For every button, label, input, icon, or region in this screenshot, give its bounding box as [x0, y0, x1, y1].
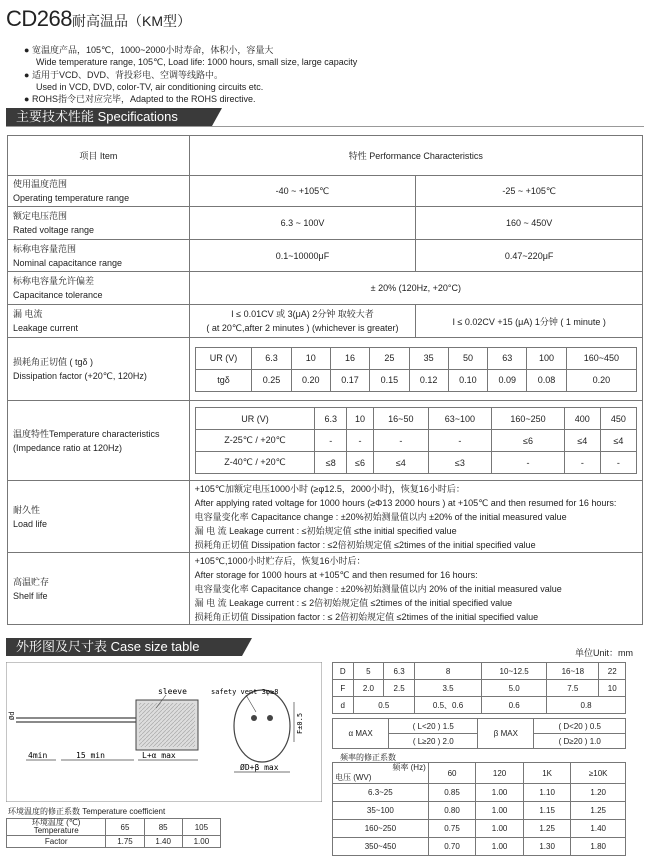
freq-table-title: 频率的修正系数	[340, 753, 396, 762]
freq-header: 1K	[523, 763, 571, 784]
freq-row-value: 1.10	[523, 784, 571, 802]
dim-lead-label: d	[333, 697, 354, 714]
diss-header-value: 10	[291, 347, 330, 369]
freq-row-value: 1.80	[571, 838, 626, 856]
spec-label: 高温贮存 Shelf life	[8, 553, 190, 625]
freq-axis-label: 频率 (Hz)	[392, 763, 426, 772]
dim-f-value: 2.0	[353, 680, 384, 697]
diss-row-value: 0.10	[448, 369, 487, 391]
spec-value: -40 ~ +105℃	[189, 176, 416, 207]
freq-row-value: 1.00	[476, 784, 524, 802]
life-line: 电容量变化率 Capacitance change : ±20%初始测量值以内 20% of the initial measured value	[194, 583, 562, 594]
alpha-value: ( L≥20 ) 2.0	[389, 734, 478, 749]
temp-row-value: -	[564, 452, 600, 474]
freq-row-value: 1.20	[571, 784, 626, 802]
voltage-axis-label: 电压 (WV)	[335, 773, 372, 782]
alpha-max-label: α MAX	[333, 719, 389, 749]
dim-lead-value: 0.8	[547, 697, 626, 714]
diss-row-value: 0.25	[252, 369, 291, 391]
spec-label: 使用温度范围 Operating temperature range	[8, 176, 190, 207]
temp-row-value: ≤4	[374, 452, 429, 474]
factor-label: Factor	[7, 836, 106, 848]
spec-value: -25 ~ +105℃	[416, 176, 643, 207]
temp-row-value: ≤6	[347, 452, 374, 474]
load-life-text	[189, 481, 642, 553]
diss-row-value: 0.15	[370, 369, 409, 391]
dim-4min: 4min	[28, 751, 48, 760]
diss-header-label: UR (V)	[195, 347, 252, 369]
dim-f-value: 10	[599, 680, 626, 697]
diss-row-value: 0.20	[566, 369, 636, 391]
shelf-life-text	[189, 553, 642, 625]
dim-f-value: 5.0	[482, 680, 547, 697]
section-title-specifications: 主要技术性能 Specifications	[6, 108, 212, 126]
diss-header-value: 6.3	[252, 347, 291, 369]
diss-header-value: 16	[330, 347, 369, 369]
diss-row-value: 0.08	[527, 369, 566, 391]
freq-row-value: 1.25	[523, 820, 571, 838]
life-line: 损耗角正切值 Dissipation factor : ≤2倍初始规定值 ≤2times of the initial specified value	[194, 539, 536, 550]
dim-f-label: F	[333, 680, 354, 697]
beta-value: ( D<20 ) 0.5	[534, 719, 626, 734]
spec-label: 标称电容量允许偏差 Capacitance tolerance	[8, 272, 190, 305]
diss-header-value: 63	[488, 347, 527, 369]
factor-value: 1.00	[182, 836, 220, 848]
bullet-item: ● ROHS指令已对应完毕，Adapted to the ROHS directive.	[24, 94, 256, 104]
bullet-icon: ●	[24, 70, 30, 80]
vent-label: safety vent 3φ≥8	[211, 688, 279, 696]
freq-row-value: 1.00	[476, 838, 524, 856]
freq-row-value: 0.85	[428, 784, 476, 802]
beta-max-label: β MAX	[478, 719, 534, 749]
temp-row-label: Z-40℃ / +20℃	[195, 452, 315, 474]
temp-label: 环境温度 (℃) Temperature	[7, 819, 106, 836]
temp-header-value: 160~250	[492, 408, 565, 430]
diss-row-value: 0.12	[409, 369, 448, 391]
temp-row-value: ≤3	[428, 452, 492, 474]
freq-row-value: 1.25	[571, 802, 626, 820]
spec-label: 漏 电流 Leakage current	[8, 305, 190, 338]
dim-d-value: 10~12.5	[482, 663, 547, 680]
temp-row-value: -	[428, 430, 492, 452]
model-name: CD268	[6, 6, 72, 31]
sleeve-label: sleeve	[158, 687, 187, 696]
performance-header: 特性 Performance Characteristics	[189, 136, 642, 176]
diss-header-value: 100	[527, 347, 566, 369]
freq-corner	[333, 763, 429, 784]
spec-value: I ≤ 0.02CV +15 (μA) 1分钟 ( 1 minute )	[416, 305, 643, 338]
temp-row-label: Z-25℃ / +20℃	[195, 430, 315, 452]
dim-lead-value: 0.5、0.6	[414, 697, 481, 714]
temp-header-value: 400	[564, 408, 600, 430]
spec-label: 额定电压范围 Rated voltage range	[8, 207, 190, 240]
section-rule	[6, 126, 644, 127]
bullet-item: Wide temperature range, 105℃, Load life: 1000 hours, small size, large capacity	[36, 57, 358, 67]
model-subtitle: 耐高温品（KM型）	[71, 13, 191, 29]
life-line: +105℃,1000小时贮存后，恢复16小时后：	[194, 555, 366, 566]
diss-header-value: 50	[448, 347, 487, 369]
dim-lead: Ød	[8, 711, 16, 720]
dissipation-table	[195, 347, 637, 392]
specifications-table	[7, 135, 643, 625]
freq-header: 120	[476, 763, 524, 784]
item-header: 项目 Item	[8, 136, 190, 176]
life-line: 损耗角正切值 Dissipation factor : ≤ 2倍初始规定值 ≤2times of the initial specified value	[194, 611, 539, 622]
bullet-item: Used in VCD, DVD, color-TV, air conditioning circuits etc.	[36, 82, 264, 92]
temp-row-value: -	[492, 452, 565, 474]
diss-header-value: 25	[370, 347, 409, 369]
life-line: 漏 电 流 Leakage current : ≤初始规定值 ≤the initial specified value	[194, 525, 457, 536]
dim-d-label: D	[333, 663, 354, 680]
bullet-item: ● 宽温度产品，105℃，1000~2000小时寿命，体积小，容量大	[24, 45, 274, 55]
dim-d-value: 6.3	[384, 663, 415, 680]
bullet-icon: ●	[24, 94, 30, 104]
dim-15min: 15 min	[76, 751, 105, 760]
life-line: After applying rated voltage for 1000 hours (≥Φ13 2000 hours ) at +105℃ and then resumed for 16 hours:	[194, 497, 617, 508]
dim-d-value: 8	[414, 663, 481, 680]
freq-row-value: 1.15	[523, 802, 571, 820]
temp-header-value: 6.3	[315, 408, 347, 430]
bullet-item: ● 适用于VCD、DVD、背投彩电、空调等线路中。	[24, 70, 223, 80]
temp-row-value: ≤6	[492, 430, 565, 452]
temp-row-value: -	[315, 430, 347, 452]
factor-value: 1.75	[106, 836, 144, 848]
life-line: +105℃加额定电压1000小时 (≥φ12.5，2000小时)，恢复16小时后：	[194, 483, 465, 494]
dim-length: L+α max	[142, 751, 176, 760]
temperature-table	[195, 407, 637, 474]
temp-row-value: ≤4	[600, 430, 636, 452]
dim-diameter: ØD+β max	[240, 763, 279, 772]
dim-f-value: 2.5	[384, 680, 415, 697]
dim-pitch: F±0.5	[296, 712, 304, 734]
diss-header-value: 160~450	[566, 347, 636, 369]
temp-header-value: 450	[600, 408, 636, 430]
temp-value: 85	[144, 819, 182, 836]
freq-row-label: 350~450	[333, 838, 429, 856]
spec-value: 0.47~220μF	[416, 240, 643, 272]
temp-header-value: 10	[347, 408, 374, 430]
factor-value: 1.40	[144, 836, 182, 848]
freq-row-value: 0.70	[428, 838, 476, 856]
life-line: 电容量变化率 Capacitance change : ±20%初始测量值以内 ±20% of the initial measured value	[194, 511, 567, 522]
temp-header-label: UR (V)	[195, 408, 315, 430]
freq-row-value: 1.30	[523, 838, 571, 856]
bullet-icon: ●	[24, 45, 30, 55]
spec-value: I ≤ 0.01CV 或 3(μA) 2分钟 取较大者 ( at 20℃,after 2 minutes ) (whichever is greater)	[189, 305, 416, 338]
beta-value: ( D≥20 ) 1.0	[534, 734, 626, 749]
diss-row-value: 0.20	[291, 369, 330, 391]
freq-row-label: 160~250	[333, 820, 429, 838]
page-title	[6, 6, 191, 32]
spec-value: 160 ~ 450V	[416, 207, 643, 240]
dimension-table	[332, 662, 626, 714]
capacitor-drawing	[6, 662, 322, 802]
dim-lead-value: 0.5	[353, 697, 414, 714]
diss-row-label: tgδ	[195, 369, 252, 391]
frequency-table	[332, 762, 626, 856]
diss-row-value: 0.17	[330, 369, 369, 391]
dim-f-value: 7.5	[547, 680, 599, 697]
temp-row-value: -	[374, 430, 429, 452]
freq-header: 60	[428, 763, 476, 784]
spec-value: 6.3 ~ 100V	[189, 207, 416, 240]
freq-row-label: 6.3~25	[333, 784, 429, 802]
alpha-value: ( L<20 ) 1.5	[389, 719, 478, 734]
life-line: 漏 电 流 Leakage current : ≤ 2倍初始规定值 ≤2times of the initial specified value	[194, 597, 513, 608]
spec-label: 标称电容量范围 Nominal capacitance range	[8, 240, 190, 272]
spec-label: 耐久性 Load life	[8, 481, 190, 553]
temp-value: 65	[106, 819, 144, 836]
spec-value: 0.1~10000μF	[189, 240, 416, 272]
temp-header-value: 63~100	[428, 408, 492, 430]
life-line: After storage for 1000 hours at +105℃ and then resumed for 16 hours:	[194, 569, 478, 580]
temp-row-value: -	[347, 430, 374, 452]
section-title-case-size: 外形图及尺寸表 Case size table	[6, 638, 242, 656]
freq-row-label: 35~100	[333, 802, 429, 820]
spec-label: 温度特性Temperature characteristics (Impedance ratio at 120Hz)	[8, 401, 190, 481]
freq-row-value: 0.80	[428, 802, 476, 820]
freq-row-value: 0.75	[428, 820, 476, 838]
freq-row-value: 1.00	[476, 820, 524, 838]
freq-row-value: 1.00	[476, 802, 524, 820]
tolerance-table	[332, 718, 626, 749]
dim-d-value: 16~18	[547, 663, 599, 680]
spec-label: 损耗角正切值 ( tgδ ) Dissipation factor (+20℃, 120Hz)	[8, 338, 190, 401]
freq-header: ≥10K	[571, 763, 626, 784]
temp-coef-table	[6, 818, 221, 848]
temp-value: 105	[182, 819, 220, 836]
temp-coef-title: 环境温度的修正系数 Temperature coefficient	[8, 807, 166, 816]
diss-header-value: 35	[409, 347, 448, 369]
dim-d-value: 5	[353, 663, 384, 680]
temp-row-value: -	[600, 452, 636, 474]
dim-d-value: 22	[599, 663, 626, 680]
dim-lead-value: 0.6	[482, 697, 547, 714]
spec-value: ± 20% (120Hz, +20°C)	[189, 272, 642, 305]
diss-row-value: 0.09	[488, 369, 527, 391]
temp-header-value: 16~50	[374, 408, 429, 430]
temp-row-value: ≤8	[315, 452, 347, 474]
dim-f-value: 3.5	[414, 680, 481, 697]
freq-row-value: 1.40	[571, 820, 626, 838]
unit-label: 单位Unit：mm	[575, 648, 633, 658]
temp-row-value: ≤4	[564, 430, 600, 452]
